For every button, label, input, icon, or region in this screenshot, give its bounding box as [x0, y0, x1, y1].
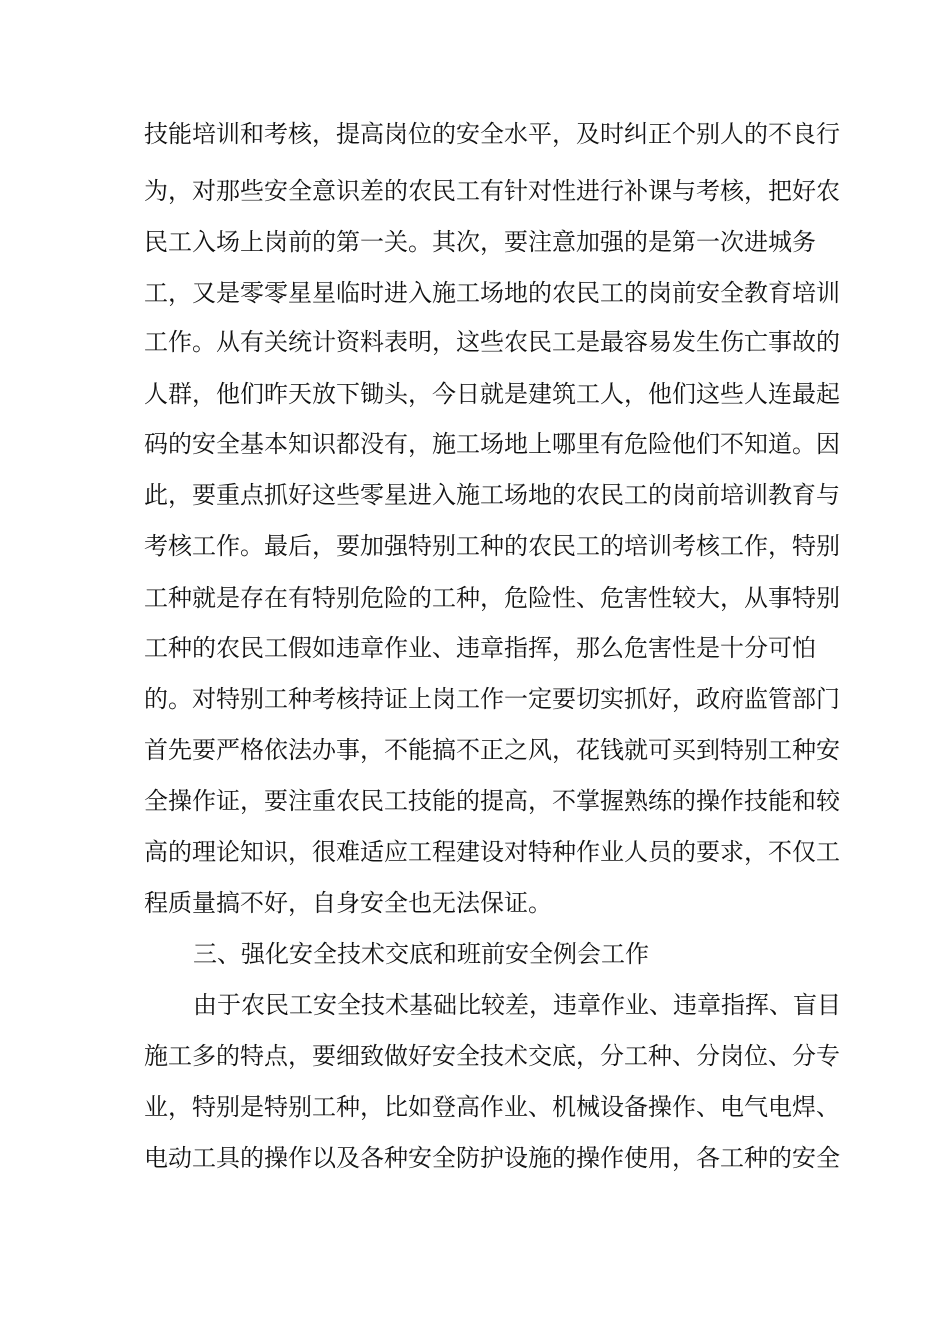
text-line: 此，要重点抓好这些零星进入施工场地的农民工的岗前培训教育与: [144, 481, 840, 509]
section-heading: 三、强化安全技术交底和班前安全例会工作: [193, 940, 649, 968]
text-line: 考核工作。最后，要加强特别工种的农民工的培训考核工作，特别: [144, 532, 840, 560]
text-line: 业，特别是特别工种，比如登高作业、机械设备操作、电气电焊、: [144, 1093, 840, 1121]
text-line: 施工多的特点，要细致做好安全技术交底，分工种、分岗位、分专: [144, 1042, 840, 1070]
text-line: 为，对那些安全意识差的农民工有针对性进行补课与考核，把好农: [144, 177, 840, 205]
text-line: 全操作证，要注重农民工技能的提高，不掌握熟练的操作技能和较: [144, 787, 840, 815]
text-line: 高的理论知识，很难适应工程建设对特种作业人员的要求，不仅工: [144, 838, 840, 866]
text-line: 电动工具的操作以及各种安全防护设施的操作使用，各工种的安全: [144, 1144, 840, 1172]
text-line: 由于农民工安全技术基础比较差，违章作业、违章指挥、盲目: [193, 991, 841, 1019]
text-line: 民工入场上岗前的第一关。其次，要注意加强的是第一次进城务: [144, 228, 816, 256]
text-line: 程质量搞不好，自身安全也无法保证。: [144, 889, 552, 917]
text-line: 工种就是存在有特别危险的工种，危险性、危害性较大，从事特别: [144, 584, 840, 612]
text-line: 工作。从有关统计资料表明，这些农民工是最容易发生伤亡事故的: [144, 328, 840, 356]
text-line: 的。对特别工种考核持证上岗工作一定要切实抓好，政府监管部门: [144, 685, 840, 713]
text-line: 首先要严格依法办事，不能搞不正之风，花钱就可买到特别工种安: [144, 736, 840, 764]
text-line: 人群，他们昨天放下锄头，今日就是建筑工人，他们这些人连最起: [144, 380, 840, 408]
text-line: 码的安全基本知识都没有，施工场地上哪里有危险他们不知道。因: [144, 430, 840, 458]
text-line: 工种的农民工假如违章作业、违章指挥，那么危害性是十分可怕: [144, 634, 816, 662]
text-line: 工，又是零零星星临时进入施工场地的农民工的岗前安全教育培训: [144, 279, 840, 307]
text-line: 技能培训和考核，提高岗位的安全水平，及时纠正个别人的不良行: [144, 120, 840, 148]
